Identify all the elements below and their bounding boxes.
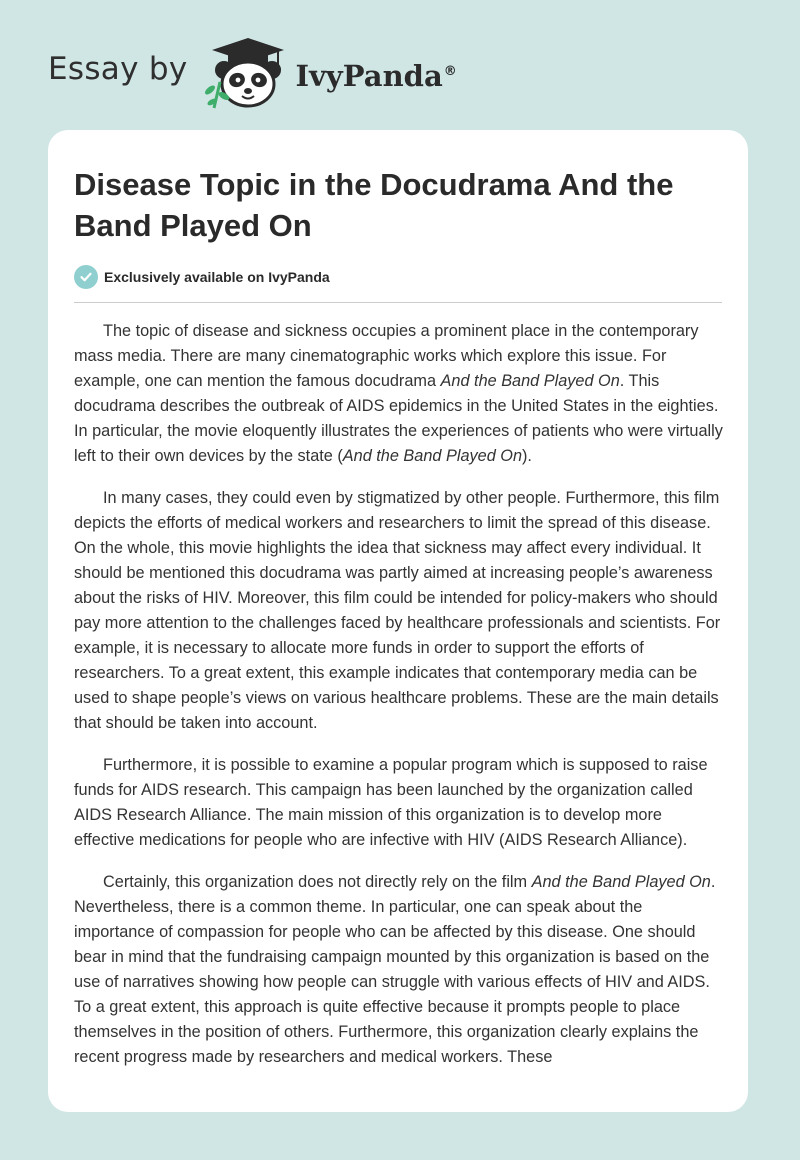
essay-body <box>74 319 726 1087</box>
brand-name[interactable]: IvyPanda® <box>295 59 457 93</box>
brand-prefix: Essay by <box>48 51 188 87</box>
paragraph <box>74 319 726 469</box>
registered-mark: ® <box>443 64 457 80</box>
film-title: And the Band Played On <box>342 447 523 465</box>
film-title: And the Band Played On <box>440 372 620 390</box>
text-run: Certainly, this organization does not directly rely on the film <box>103 873 532 891</box>
text-run: ). <box>522 447 532 465</box>
film-title: And the Band Played On <box>531 873 711 891</box>
paragraph <box>74 753 726 853</box>
text-run: . This docudrama describes the outbreak of AIDS epidemics in the United States in the eighties. In particular, the movie eloquently illustrates the experiences of patients who were virtually left to their own devices by the state ( <box>74 372 723 465</box>
text-run: In many cases, they could even by stigmatized by other people. Furthermore, this film depicts the efforts of medical workers and researchers to limit the spread of this disease. On the whole, this movie highlights the idea that sickness may affect every individual. It should be mentioned this docudrama was partly aimed at increasing people’s awareness about the risks of HIV. Moreover, this film could be intended for policy-makers who should pay more attention to the challenges faced by healthcare professionals and scientists. For example, it is necessary to allocate more funds in order to support the efforts of researchers. To a great extent, this example indicates that contemporary media can be used to shape people’s views on various healthcare problems. These are the main details that should be taken into account. <box>74 489 721 732</box>
divider <box>74 302 722 303</box>
paragraph <box>74 486 726 736</box>
paragraph <box>74 870 726 1070</box>
text-run: Furthermore, it is possible to examine a popular program which is supposed to raise funds for AIDS research. This campaign has been launched by the organization called AIDS Research Alliance. The main mission of this organization is to develop more effective medications for people who are infective with HIV (AIDS Research Alliance). <box>74 756 708 849</box>
text-run: . Nevertheless, there is a common theme. In particular, one can speak about the importance of compassion for people who can be affected by this disease. One should bear in mind that the fundraising campaign mounted by this organization is based on the use of narratives showing how people can struggle with various effects of HIV and AIDS. To a great extent, this approach is quite effective because it prompts people to place themselves in the position of others. Furthermore, this organization clearly explains the recent progress made by researchers and medical workers. These <box>74 873 716 1066</box>
exclusive-badge-text: Exclusively available on IvyPanda <box>104 269 330 285</box>
panda-logo-icon[interactable] <box>200 34 292 110</box>
essay-title: Disease Topic in the Docudrama And the Band Played On <box>74 167 674 243</box>
text-run: The topic of disease and sickness occupies a prominent place in the contemporary mass media. There are many cinematographic works which explore this issue. For example, one can mention the famous docudrama <box>74 322 699 390</box>
site-header <box>48 34 457 110</box>
exclusive-badge <box>74 264 330 290</box>
check-circle-icon <box>74 265 98 289</box>
essay-card <box>48 130 748 1112</box>
